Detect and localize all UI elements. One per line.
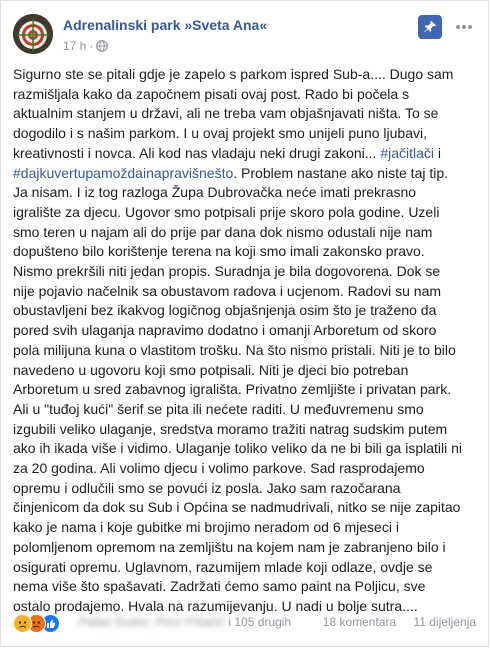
post-text-segment: razmišljala kako da započnem pisati ovaj post. Rado bi počela s: [13, 85, 410, 102]
post-footer: [13, 612, 476, 634]
page-avatar[interactable]: [13, 14, 53, 54]
hashtag-link[interactable]: #jačitlači: [380, 144, 435, 161]
post-text-segment: aktualnim stanjem u državi, ali ne treba vam objašnjavati ništa. To se: [13, 105, 439, 122]
post-text-line: [13, 420, 475, 440]
reactors-text[interactable]: [79, 615, 291, 629]
post-body: [13, 65, 475, 617]
engagement-counts: [323, 615, 476, 629]
post-text-line: [13, 144, 475, 164]
sad-reaction-icon: [13, 614, 32, 633]
more-options-icon: [455, 24, 473, 30]
post-text-line: [13, 242, 475, 262]
reactor-names: Pallas Dudoc, Pero Prbačić: [79, 615, 226, 629]
post-text-line: [13, 65, 475, 85]
post-text-segment: nije pojavio načelnik sa obustavom radova i ucjenom. Radovi su nam: [13, 282, 442, 299]
more-options-button[interactable]: [452, 15, 476, 39]
shares-count[interactable]: 11 dijeljenja: [413, 615, 476, 629]
post-text-line: [13, 104, 475, 124]
post-text-line: [13, 479, 475, 499]
post-text-segment: pored svih ulaganja napravimo dodatno i omanji Arboretum od skoro: [13, 322, 437, 339]
post-text-segment: činjenicom da dok su Sub i Općina se nadmudrivali, nitko se nije zapitao: [13, 499, 461, 516]
post-text-segment: obustavljeni bez ikakvog logičnog objašnjenja osim što je traženo da: [13, 302, 437, 319]
post-text-segment: ostalo prodajemo. Hvala na razumijevanju. U nadi u bolje sutra....: [13, 597, 418, 614]
post-text-line: [13, 164, 475, 184]
post-text-segment: polomljenom opremom na zemljištu na kojem nam je zabranjeno bilo i: [13, 538, 446, 555]
post-text-line: [13, 439, 475, 459]
post-text-segment: pola milijuna kuna o vlastitom trošku. Na što nismo pristali. Niti je to bilo: [13, 341, 456, 358]
post-text-line: [13, 183, 475, 203]
post-text-segment: Sigurno ste se pitali gdje je zapelo s parkom ispred Sub-a.... Dugo sam: [13, 66, 454, 82]
post-text-line: [13, 538, 475, 558]
meta-separator: ·: [89, 39, 94, 53]
post-text-line: [13, 361, 475, 381]
post-text-line: [13, 321, 475, 341]
globe-icon[interactable]: [96, 40, 108, 52]
post-meta: [63, 39, 108, 53]
post-text-segment: nema više što spašavati. Zadržati ćemo samo paint na Poljicu, sve: [13, 578, 426, 595]
post-text-segment: igralište za djecu. Ugovor smo potpisali prije skoro pola godine. Uzeli: [13, 203, 440, 220]
post-text-segment: kako je nama i koje gubitke mi brojimo neradom od 6 mjeseci i: [13, 519, 399, 536]
post-text-line: [13, 282, 475, 302]
post-text-segment: smo teren u najam ali do prije par dana dok nismo odustali nije nam: [13, 223, 433, 240]
post-text-segment: i: [434, 144, 442, 161]
hashtag-link[interactable]: #dajkuvertupamoždainapravišnešto: [13, 164, 234, 181]
post-text-line: [13, 262, 475, 282]
post-text-line: [13, 459, 475, 479]
post-text-segment: Ali u "tuđoj kući" šerif se pita ili nećete raditi. U međuvremenu smo: [13, 400, 424, 417]
post-text-segment: dopušteno bilo korištenje terena na koji smo imali zakonsko pravo.: [13, 243, 425, 260]
post-text-line: [13, 203, 475, 223]
post-text-line: [13, 577, 475, 597]
post-text-line: [13, 341, 475, 361]
post-text-segment: dogodilo i s našim parkom. I u ovaj projekt smo unijeli puno ljubavi,: [13, 125, 427, 142]
post-text-line: [13, 558, 475, 578]
post-text-segment: navedeno u ugovoru koji smo potpisali. Niti je djeci bio potreban: [13, 361, 409, 378]
post-text-segment: osigurati opremu. Uglavnom, razumijem mlade koji odlaze, ovdje se: [13, 558, 433, 575]
comments-count[interactable]: 18 komentara: [322, 615, 397, 629]
post-text-line: [13, 498, 475, 518]
page-name[interactable]: Adrenalinski park »Sveta Ana«: [63, 17, 268, 33]
post-text-segment: za 20 godina. Ali volimo djecu i volimo parkove. Sad rasprodajemo: [13, 460, 425, 477]
post-text-segment: Ja nisam. I iz tog razloga Župa Dubrovačka neće imati prekrasno: [13, 184, 417, 201]
post-header: [13, 11, 476, 55]
post-time[interactable]: 17 h: [63, 39, 87, 53]
reactors-count: i 105 drugih: [228, 615, 292, 629]
post-text-line: [13, 400, 475, 420]
post-text-line: [13, 124, 475, 144]
post-text-line: [13, 85, 475, 105]
pin-icon: [423, 20, 437, 34]
post-text-segment: Nismo prekršili niti jedan propis. Suradnja je bila dogovorena. Dok se: [13, 263, 441, 280]
post-text-segment: . Problem nastane ako niste taj tip.: [233, 164, 449, 181]
post-text-line: [13, 223, 475, 243]
post-text-segment: Arboretum u sred zabavnog igrališta. Privatno zemljište i privatan park.: [13, 381, 452, 398]
post-text-line: [13, 518, 475, 538]
post-text-segment: kreativnosti i novca. Ali kod nas vladaju neki drugi zakoni...: [13, 144, 381, 161]
post-text-segment: ako ih ikada više i vidimo. Ulaganje toliko veliko da ne bi bili ga isplatili ni: [13, 440, 463, 457]
post-text-segment: izgubili veliko ulaganje, sredstva moramo tražiti natrag sudskim putem: [13, 420, 448, 437]
post-text-line: [13, 380, 475, 400]
target-logo-icon: [13, 14, 53, 54]
post-text-line: [13, 301, 475, 321]
post-text-segment: opremu i odlučili smo se povući iz posla. Jako sam razočarana: [13, 479, 401, 496]
pin-button[interactable]: [418, 15, 442, 39]
